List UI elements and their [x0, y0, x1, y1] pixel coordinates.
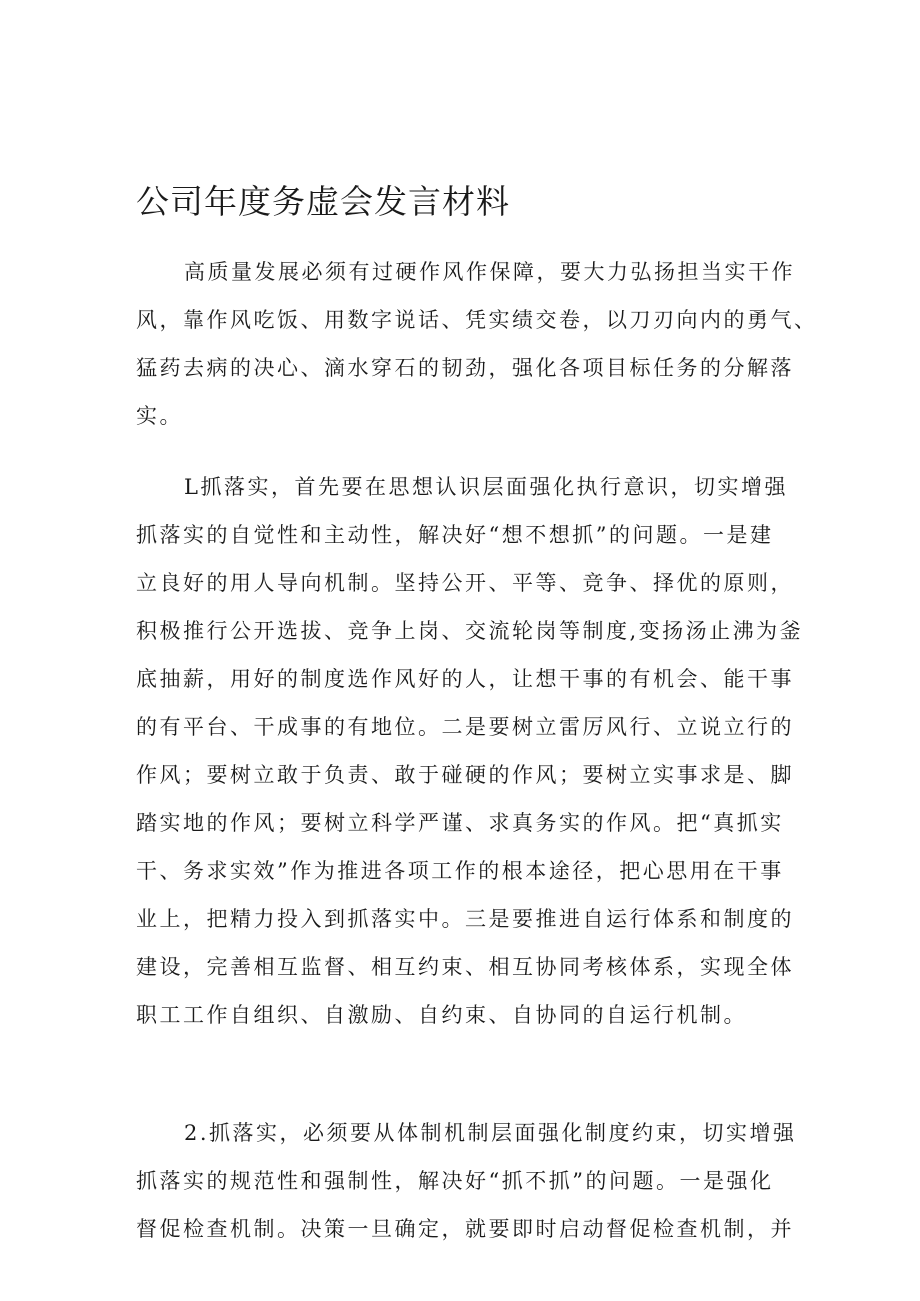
paragraph-line: 督促检查机制。决策一旦确定，就要即时启动督促检查机制，并: [136, 1217, 794, 1241]
paragraph-line: 的有平台、干成事的有地位。二是要树立雷厉风行、立说立行的: [136, 715, 794, 739]
paragraph-line: 猛药去病的决心、滴水穿石的韧劲，强化各项目标任务的分解落: [136, 356, 794, 380]
paragraph-line: 积极推行公开选拔、竞争上岗、交流轮岗等制度,变扬汤止沸为釜: [136, 619, 804, 643]
paragraph-point-2: [136, 1109, 796, 1253]
paragraph-intro: [136, 248, 818, 440]
paragraph-line: 抓落实的自觉性和主动性，解决好“想不想抓”的问题。一是建: [136, 523, 774, 547]
paragraph-line: 风，靠作风吃饭、用数字说话、凭实绩交卷，以刀刃向内的勇气、: [136, 308, 818, 332]
paragraph-line: 业上，把精力投入到抓落实中。三是要推进自运行体系和制度的: [136, 907, 794, 931]
paragraph-line: 2.抓落实，必须要从体制机制层面强化制度约束，切实增强: [184, 1121, 797, 1145]
paragraph-line: L抓落实，首先要在思想认识层面强化执行意识，切实增强: [184, 475, 788, 499]
document-title: 公司年度务虚会发言材料: [136, 182, 510, 221]
paragraph-line: 踏实地的作风；要树立科学严谨、求真务实的作风。把“真抓实: [136, 811, 784, 835]
paragraph-line: 职工工作自组织、自激励、自约束、自协同的自运行机制。: [136, 1003, 747, 1027]
paragraph-line: 抓落实的规范性和强制性，解决好“抓不抓”的问题。一是强化: [136, 1169, 774, 1193]
paragraph-line: 底抽薪，用好的制度选作风好的人，让想干事的有机会、能干事: [136, 667, 794, 691]
paragraph-line: 高质量发展必须有过硬作风作保障，要大力弘扬担当实干作: [184, 260, 795, 284]
paragraph-line: 建设，完善相互监督、相互约束、相互协同考核体系，实现全体: [136, 955, 794, 979]
paragraph-line: 立良好的用人导向机制。坚持公开、平等、竞争、择优的原则，: [136, 571, 794, 595]
paragraph-line: 实。: [136, 404, 183, 428]
paragraph-line: 作风；要树立敢于负责、敢于碰硬的作风；要树立实事求是、脚: [136, 763, 794, 787]
paragraph-point-1: [136, 463, 804, 1039]
paragraph-line: 干、务求实效”作为推进各项工作的根本途径，把心思用在干事: [136, 859, 784, 883]
